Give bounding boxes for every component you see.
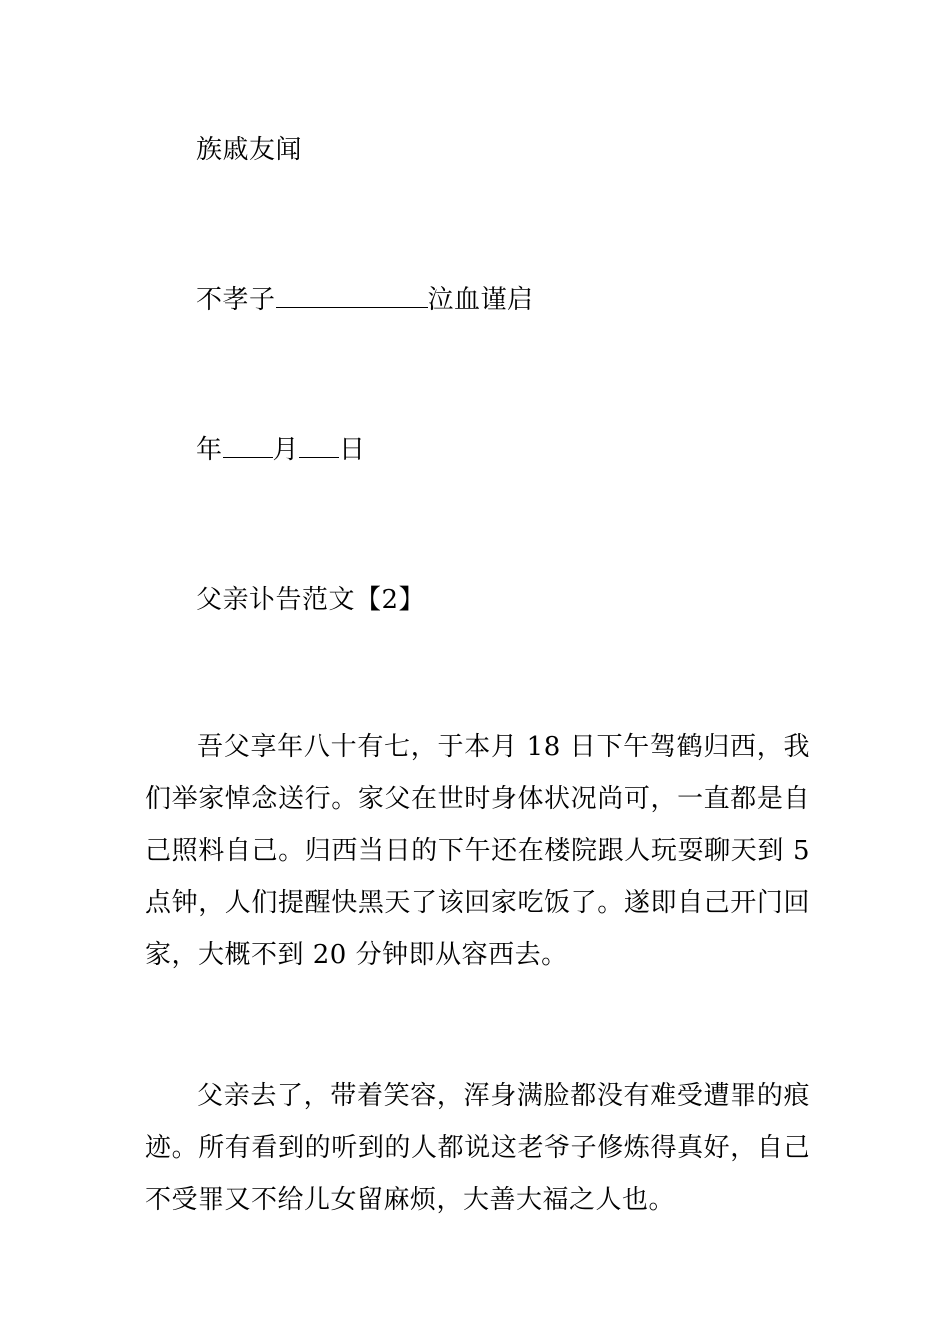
- day-blank: [299, 435, 339, 458]
- date-month: 月: [272, 435, 300, 465]
- date-year: 年: [196, 435, 223, 465]
- date-line: [196, 433, 366, 467]
- name-blank: [276, 285, 428, 308]
- paragraph: 父亲去了，带着笑容，浑身满脸都没有难受遭罪的痕迹。所有看到的听到的人都说这老爷子修炼得真好，自己不受罪又不给儿女留麻烦，大善大福之人也。: [145, 1081, 810, 1215]
- signature-suffix: 泣血谨启: [427, 285, 534, 315]
- signature-line: [196, 283, 534, 317]
- signature-prefix: 不孝子: [196, 285, 276, 315]
- section-title: 父亲讣告范文【2】: [196, 585, 426, 615]
- paragraph: 吾父享年八十有七，于本月 18 日下午驾鹤归西，我们举家悼念送行。家父在世时身体状况尚可，一直都是自己照料自己。归西当日的下午还在楼院跟人玩耍聊天到 5 点钟，人们提醒快黑天了该回家吃饭了。遂即自己开门回家，大概不到 20 分钟即从容西去。: [145, 732, 810, 970]
- salutation: 族戚友闻: [196, 135, 303, 165]
- month-blank: [223, 435, 273, 458]
- date-day: 日: [339, 435, 366, 465]
